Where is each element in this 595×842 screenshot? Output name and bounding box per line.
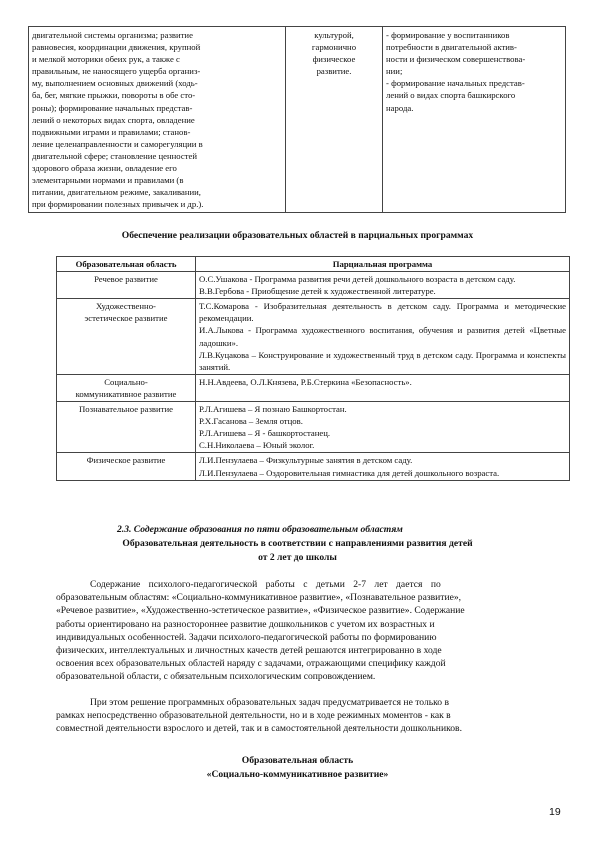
partial-programs-heading: Обеспечение реализации образовательных областей в парциальных программах [121,230,474,241]
program-cell [196,402,570,453]
text-line: нии; [386,66,403,77]
text-line: физических, интеллектуальных и личностных качеств детей решаются интегрированно в ходе [56,645,442,657]
text-line: гармонично [311,42,357,53]
program-cell [196,453,570,480]
text-line: двигательной сфере; становление ценностей [32,150,197,161]
text-line: освоения всех образовательных областей наряду с задачами, отражающими специфику каждой [56,658,446,670]
program-entry: О.С.Ушакова - Программа развития речи детей дошкольного возраста в детском саду. [199,274,516,285]
program-entry: Л.И.Пензулаева – Оздоровительная гимнастика для детей дошкольного возраста. [199,467,500,478]
text-line: лений о некоторых видах спорта, овладение [32,114,195,125]
area-label: Художественно- [96,301,156,312]
table-row [57,299,570,375]
table-row [57,374,570,401]
program-entry: В.В.Гербова - Приобщение детей к художественной литературе. [199,286,436,297]
program-entry: Р.Х.Гасанова – Земля отцов. [199,416,303,427]
area-cell [57,374,196,401]
tasks-text [32,29,282,210]
program-entry: И.А.Лыкова - Программа художественного воспитания, обучения и развития детей «Цветные ладошки». [199,325,566,348]
content-paragraph-2 [56,696,567,736]
area-heading-1: Образовательная область [241,755,354,766]
text-line: культурой, [314,30,354,40]
table-row [57,402,570,453]
header-program: Парциальная программа [196,257,570,272]
program-entry: С.Н.Николаева – Юный эколог. [199,440,315,451]
regional-cell [383,27,566,213]
program-cell [196,299,570,375]
table-row [57,272,570,299]
text-line: равновесия, координации движения, крупной [32,42,201,53]
area-label: Познавательное развитие [79,404,173,415]
text-line: му, выполнением основных движений (ходь- [32,78,198,89]
program-entry: Л.И.Пензулаева – Физкультурные занятия в детском саду. [199,455,413,466]
goal-text [289,29,379,77]
text-line: двигательной системы организма; развитие [32,30,193,40]
text-line: ности и физическом совершенствова- [386,54,526,65]
text-line: питании, двигательном режиме, закаливании, [32,187,201,198]
text-line: развитие. [316,66,352,77]
area-cell [57,299,196,375]
text-line: народа. [386,102,414,113]
program-cell [196,374,570,401]
text-line: «Речевое развитие», «Художественно-эстетическое развитие», «Физическое развитие». Содержание [56,605,465,617]
text-line: физическое [312,54,356,65]
partial-programs-table [56,256,570,481]
continuation-table [28,26,566,213]
regional-text [386,29,562,114]
area-cell [57,453,196,480]
text-line: образовательной области, с обязательным психологическим сопровождением. [56,671,376,683]
text-line: ление целенаправленности и саморегуляции в [32,138,203,149]
content-paragraph-1 [56,578,567,684]
section-subtitle-1: Образовательная деятельность в соответствии с направлениями развития детей [122,538,473,549]
area-label: Физическое развитие [86,455,166,466]
area-label: коммуникативное развитие [75,388,177,399]
table-header-row [57,257,570,272]
area-cell [57,402,196,453]
section-title: 2.3. Содержание образования по пяти образовательным областям [117,524,403,535]
text-line: - формирование начальных представ- [386,78,525,89]
text-line: работы ориентировано на разностороннее развитие дошкольников с учетом их возрастных и [56,618,435,630]
program-entry: Л.В.Куцакова – Конструирование и художественный труд в детском саду. Программа и конспекты занятий. [199,349,566,372]
program-entry: Т.С.Комарова - Изобразительная деятельность в детском саду. Программа и методические рекомендации. [199,301,566,324]
text-line: потребности в двигательной актив- [386,42,517,53]
area-label: Речевое развитие [94,274,158,285]
text-line: Содержание психолого-педагогической работы с детьми 2-7 лет дается по [90,579,441,590]
text-line: здорового образа жизни, овладение его [32,163,177,174]
program-cell [196,272,570,299]
goal-cell [286,27,383,213]
text-line: индивидуальных особенностей. Задачи психолого-педагогической работы по формированию [56,631,437,643]
area-label: эстетическое развитие [84,313,168,324]
text-line: При этом решение программных образовательных задач предусматривается не только в [90,697,450,708]
program-entry: Н.Н.Авдеева, О.Л.Князева, Р.Б.Стеркина «Безопасность». [199,376,412,387]
text-line: образовательным областям: «Социально-коммуникативное развитие», «Познавательное развитие», [56,592,462,604]
text-line: правильным, не наносящего ущерба организ- [32,66,201,77]
text-line: - формирование у воспитанников [386,30,510,40]
tasks-cell [29,27,286,213]
text-line: рамках непосредственно образовательной деятельности, но и в ходе режимных моментов - как в [56,710,451,722]
area-heading-2: «Социально-коммуникативное развитие» [206,769,389,780]
text-line: совместной деятельности взрослого и детей, так и в самостоятельной деятельности дошкольников. [56,723,462,735]
text-line: элементарными нормами и правилами (в [32,175,184,186]
text-line: роны); формирование начальных представ- [32,102,193,113]
text-line: ба, бег, мягкие прыжки, повороты в обе сто- [32,90,196,101]
table-row [29,27,566,213]
text-line: при формировании полезных привычек и др.). [32,199,204,210]
text-line: подвижными играми и правилами; станов- [32,126,191,137]
text-line: и мелкой моторики обеих рук, а также с [32,54,180,65]
header-area: Образовательная область [57,257,196,272]
section-subtitle-2: от 2 лет до школы [258,552,337,563]
program-entry: Р.Л.Агишева – Я - башкортостанец. [199,428,331,439]
table-row [57,453,570,480]
page-number: 19 [549,806,561,818]
area-cell [57,272,196,299]
program-entry: Р.Л.Агишева – Я познаю Башкортостан. [199,404,347,415]
text-line: лений о видах спорта башкирского [386,90,516,101]
area-label: Социально- [104,376,148,387]
